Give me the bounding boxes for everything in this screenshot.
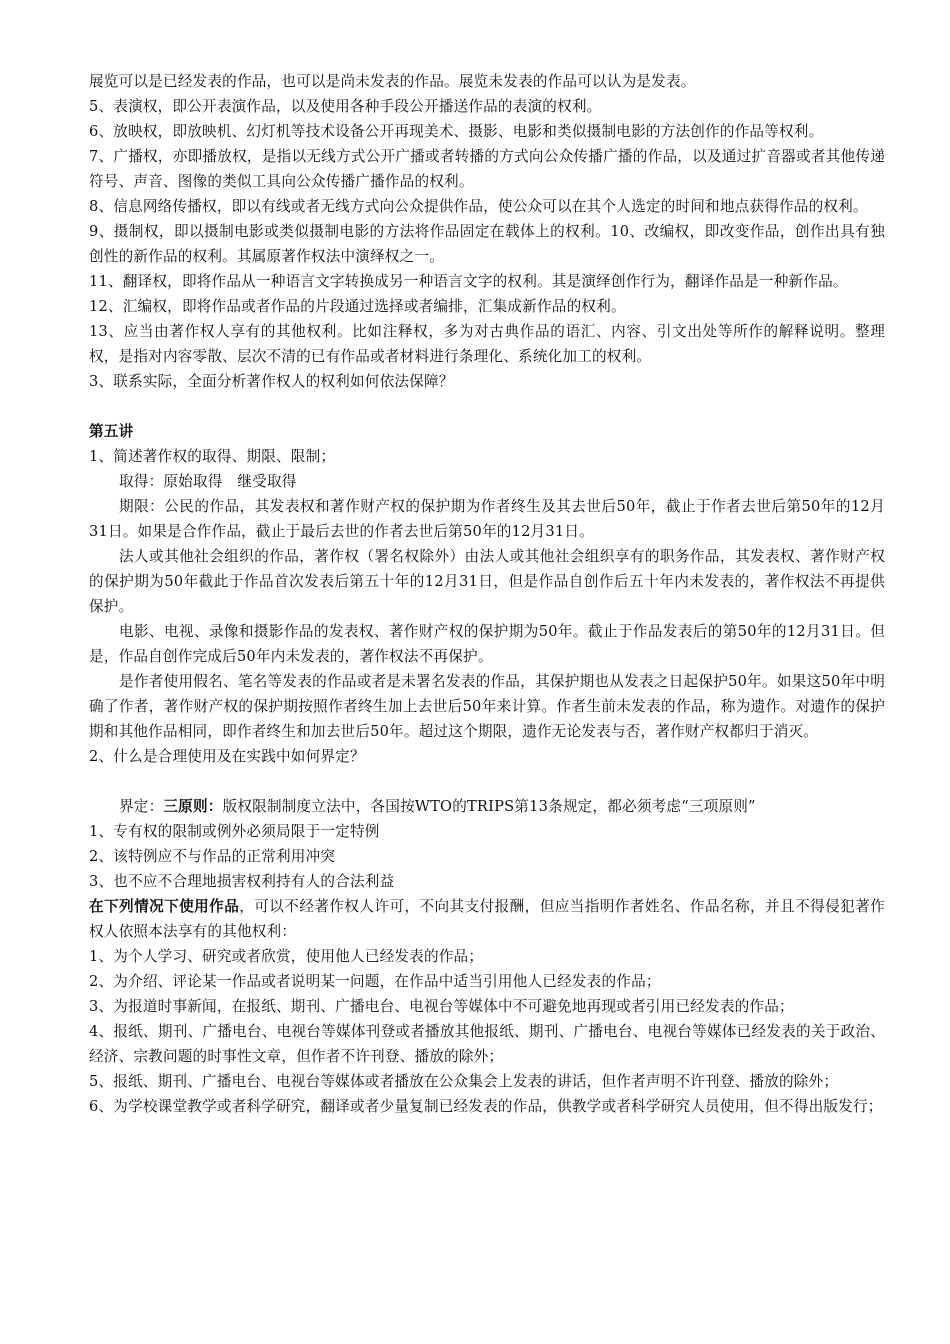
paragraph-network-right: 8、信息网络传播权，即以有线或者无线方式向公众提供作品，使公众可以在其个人选定的时间和地点获得作品的权利。 (89, 198, 868, 215)
principle-item: 1、专有权的限制或例外必须局限于一定特例 (89, 823, 380, 840)
fair-use-case-item: 5、报纸、期刊、广播电台、电视台等媒体或者播放在公众集会上发表的讲话，但作者声明不许刊登、播放的除外； (89, 1073, 839, 1090)
paragraph-compilation-right: 12、汇编权，即将作品或者作品的片段通过选择或者编排，汇集成新作品的权利。 (89, 298, 626, 315)
paragraph-filming-adaptation-right: 9、摄制权，即以摄制电影或类似摄制电影的方法将作品固定在载体上的权利。10、改编权，即改变作品，创作出具有独创性的新作品的权利。其属原著作权法中演绎权之一。 (89, 223, 885, 265)
fair-use-case-item: 1、为个人学习、研究或者欣赏，使用他人已经发表的作品； (89, 948, 484, 965)
paragraph-fair-use-cases (89, 894, 885, 944)
fair-use-case-item: 3、为报道时事新闻，在报纸、期刊、广播电台、电视台等媒体中不可避免地再现或者引用已经发表的作品； (89, 998, 794, 1015)
paragraph-exhibition: 展览可以是已经发表的作品，也可以是尚未发表的作品。展览未发表的作品可以认为是发表。 (89, 73, 696, 90)
paragraph-other-rights: 13、应当由著作权人享有的其他权利。比如注释权，多为对古典作品的语汇、内容、引文出处等所作的解释说明。整理权，是指对内容零散、层次不清的已有作品或者材料进行条理化、系统化加工的权利。 (89, 323, 885, 365)
paragraph-translation-right: 11、翻译权，即将作品从一种语言文字转换成另一种语言文字的权利。其是演绎创作行为，翻译作品是一种新作品。 (89, 273, 848, 290)
definition-prefix: 界定： (119, 798, 164, 815)
paragraph-definition (89, 794, 885, 819)
three-principles-label: 三原则： (163, 798, 223, 815)
fair-use-case-item: 6、为学校课堂教学或者科学研究，翻译或者少量复制已经发表的作品，供教学或者科学研究人员使用，但不得出版发行； (89, 1098, 883, 1115)
spacer (89, 394, 885, 419)
paragraph-screening-right: 6、放映权，即放映机、幻灯机等技术设备公开再现美术、摄影、电影和类似摄制电影的方法创作的作品等权利。 (89, 123, 824, 140)
fair-use-cases-label: 在下列情况下使用作品 (89, 898, 240, 915)
paragraph-term-legal-person: 法人或其他社会组织的作品，著作权（署名权除外）由法人或其他社会组织享有的职务作品，其发表权、著作财产权的保护期为50年截此于作品首次发表后第五十年的12月31日，但是作品自创作后五十年内未发表的，著作权法不再提供保护。 (89, 548, 885, 615)
section-title: 第五讲 (89, 423, 134, 440)
question-3: 3、联系实际，全面分析著作权人的权利如何依法保障？ (89, 373, 454, 390)
paragraph-term-citizen: 期限：公民的作品，其发表权和著作财产权的保护期为作者终生及其去世后50年，截止于作者去世后第50年的12月31日。如果是合作作品，截止于最后去世的作者去世后第50年的12月31日。 (89, 498, 885, 540)
fair-use-case-item: 2、为介绍、评论某一作品或者说明某一问题，在作品中适当引用他人已经发表的作品； (89, 973, 661, 990)
fair-use-case-item: 4、报纸、期刊、广播电台、电视台等媒体刊登或者播放其他报纸、期刊、广播电台、电视台等媒体已经发表的关于政治、经济、宗教问题的时事性文章，但作者不许刊登、播放的除外； (89, 1023, 885, 1065)
principle-item: 3、也不应不合理地损害权利持有人的合法利益 (89, 873, 395, 890)
paragraph-acquisition: 取得：原始取得 继受取得 (119, 473, 297, 490)
paragraph-performance-right: 5、表演权，即公开表演作品，以及使用各种手段公开播送作品的表演的权利。 (89, 98, 602, 115)
question-2: 2、什么是合理使用及在实践中如何界定？ (89, 748, 365, 765)
fair-use-cases-text: ，可以不经著作权人许可，不向其支付报酬，但应当指明作者姓名、作品名称，并且不得侵犯著作权人依照本法享有的其他权利： (89, 898, 885, 940)
spacer (89, 769, 885, 794)
question-1: 1、简述著作权的取得、期限、限制； (89, 448, 336, 465)
document-page (89, 69, 885, 1119)
paragraph-term-film: 电影、电视、录像和摄影作品的发表权、著作财产权的保护期为50年。截止于作品发表后的第50年的12月31日。但是，作品自创作完成后50年内未发表的，著作权法不再保护。 (89, 623, 885, 665)
principle-item: 2、该特例应不与作品的正常利用冲突 (89, 848, 336, 865)
paragraph-term-pseudonym: 是作者使用假名、笔名等发表的作品或者是未署名发表的作品，其保护期也从发表之日起保护50年。如果这50年中明确了作者，著作财产权的保护期按照作者终生加上去世后50年来计算。作者生前未发表的作品，称为遗作。对遗作的保护期和其他作品相同，即作者终生和加去世后50年。超过这个期限，遗作无论发表与否，著作财产权都归于消灭。 (89, 673, 885, 740)
definition-text: 版权限制制度立法中，各国按WTO的TRIPS第13条规定，都必须考虑“三项原则” (222, 798, 756, 815)
paragraph-broadcast-right: 7、广播权，亦即播放权，是指以无线方式公开广播或者转播的方式向公众传播广播的作品，以及通过扩音器或者其他传递符号、声音、图像的类似工具向公众传播广播作品的权利。 (89, 148, 885, 190)
